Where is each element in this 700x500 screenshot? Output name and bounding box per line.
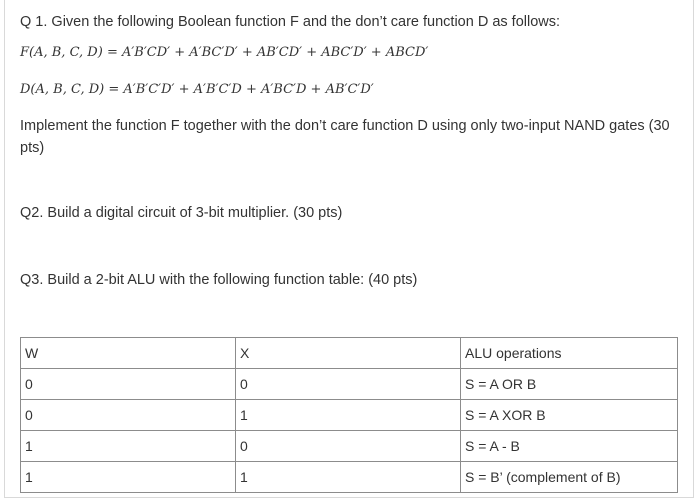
d-equation: D(A, B, C, D) = A′B′C′D′ + A′B′C′D + A′BC′D + AB′C′D′ (20, 82, 374, 97)
cell-x: 0 (236, 431, 461, 462)
table-header-row (21, 338, 678, 369)
q1-task: Implement the function F together with the don’t care function D using only two-input NAND gates (30 pts) (20, 118, 670, 156)
cell-x: 1 (236, 400, 461, 431)
header-x: X (236, 338, 461, 369)
header-alu-operations: ALU operations (461, 338, 678, 369)
cell-w: 0 (21, 369, 236, 400)
q2-text: Q2. Build a digital circuit of 3-bit multiplier. (30 pts) (20, 205, 343, 221)
cell-x: 1 (236, 462, 461, 493)
table-row (21, 462, 678, 493)
q3-text: Q3. Build a 2-bit ALU with the following function table: (40 pts) (20, 272, 418, 288)
cell-operation: S = B’ (complement of B) (461, 462, 678, 493)
header-w: W (21, 338, 236, 369)
alu-function-table (20, 337, 678, 493)
cell-w: 1 (21, 431, 236, 462)
cell-x: 0 (236, 369, 461, 400)
table-row (21, 431, 678, 462)
cell-operation: S = A OR B (461, 369, 678, 400)
cell-w: 0 (21, 400, 236, 431)
cell-operation: S = A - B (461, 431, 678, 462)
f-equation: F(A, B, C, D) = A′B′CD′ + A′BC′D′ + AB′CD′ + ABC′D′ + ABCD′ (20, 45, 429, 60)
cell-operation: S = A XOR B (461, 400, 678, 431)
table-row (21, 400, 678, 431)
q1-intro: Q 1. Given the following Boolean function F and the don’t care function D as follows: (20, 14, 561, 30)
cell-w: 1 (21, 462, 236, 493)
table-row (21, 369, 678, 400)
